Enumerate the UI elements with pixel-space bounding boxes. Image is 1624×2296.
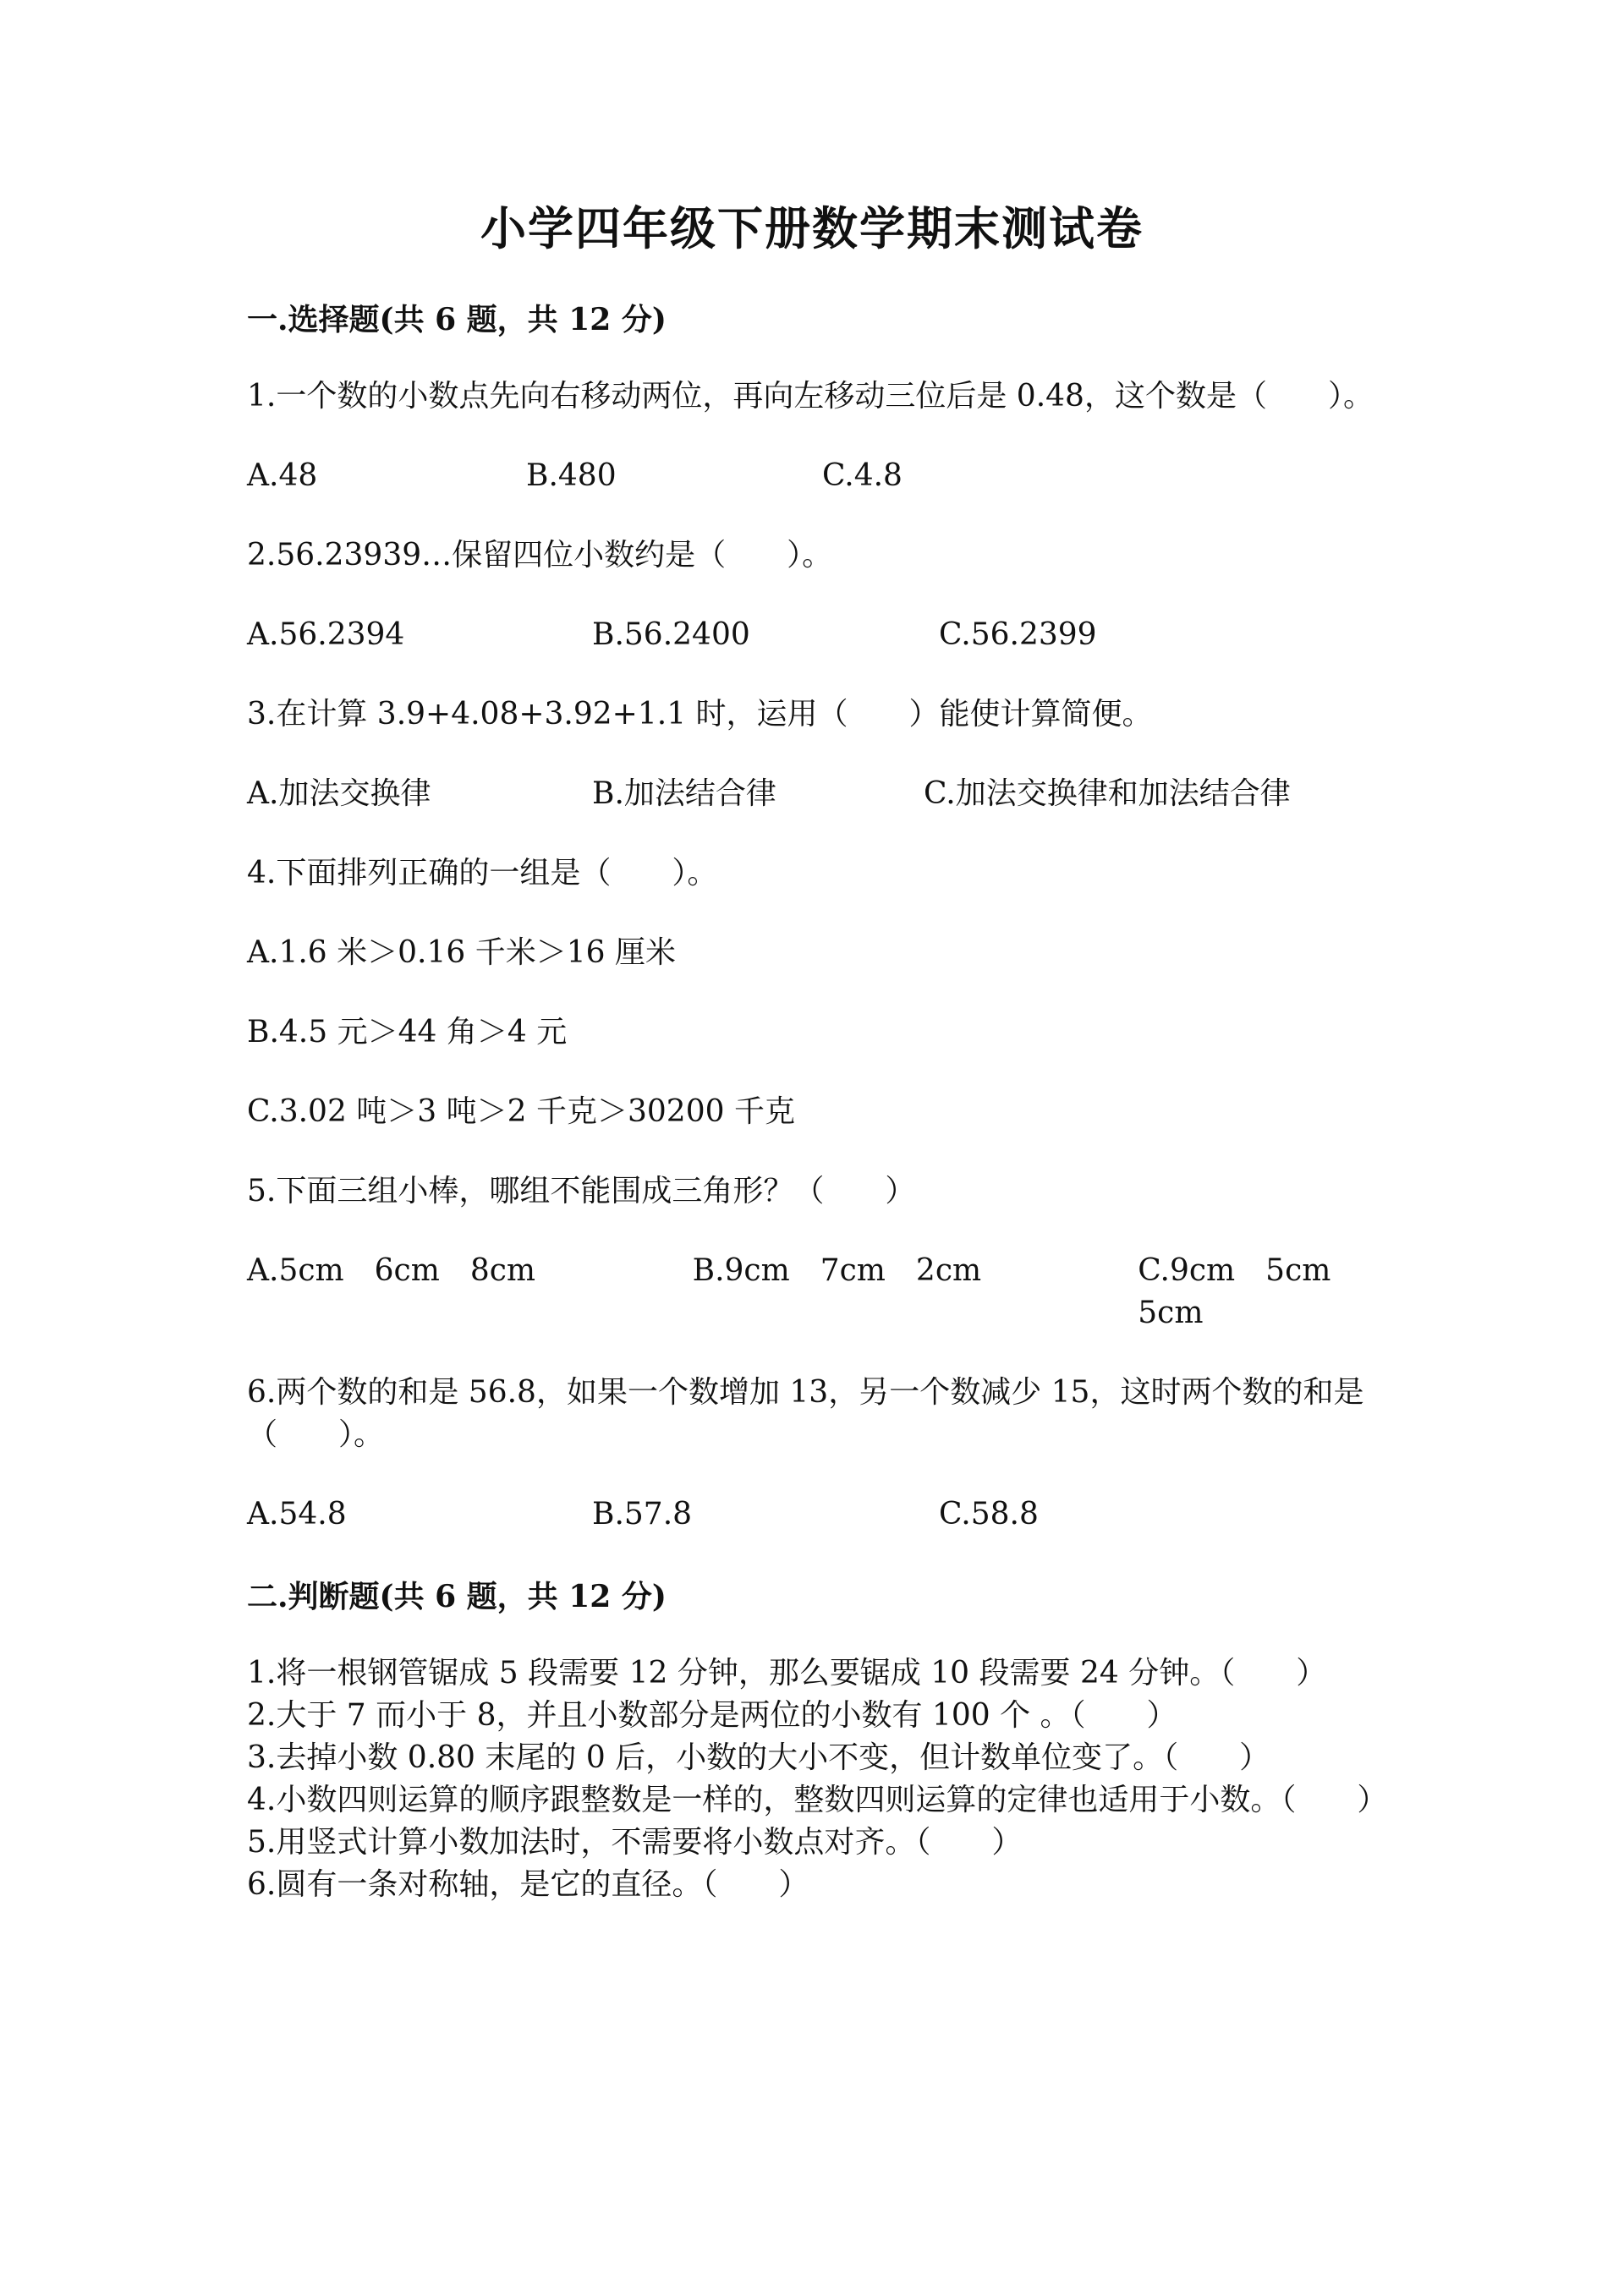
option-6a: A.54.8: [247, 1497, 347, 1532]
option-5b: B.9cm 7cm 2cm: [692, 1253, 982, 1288]
judge-item-3: 3.去掉小数 0.80 末尾的 0 后，小数的大小不变，但计数单位变了。（ ）: [247, 1740, 1270, 1775]
options-6: [247, 1493, 1397, 1536]
judge-item-6: 6.圆有一条对称轴，是它的直径。（ ）: [247, 1867, 809, 1902]
section-heading-choice: 一.选择题(共 6 题，共 12 分): [247, 302, 667, 337]
option-2a: A.56.2394: [247, 617, 405, 652]
judge-item-1: 1.将一根钢管锯成 5 段需要 12 分钟，那么要锯成 10 段需要 24 分钟。（ ）: [247, 1656, 1327, 1690]
judge-item-5: 5.用竖式计算小数加法时，不需要将小数点对齐。（ ）: [247, 1825, 1023, 1860]
question-6: 6.两个数的和是 56.8，如果一个数增加 13，另一个数减少 15，这时两个数的和是（ ）。: [247, 1375, 1364, 1452]
option-3c: C.加法交换律和加法结合律: [924, 776, 1291, 811]
question-1: 1.一个数的小数点先向右移动两位，再向左移动三位后是 0.48，这个数是（ ）。: [247, 379, 1374, 414]
question-4: 4.下面排列正确的一组是（ ）。: [247, 856, 718, 890]
option-1b: B.480: [526, 458, 617, 493]
option-4a: A.1.6 米＞0.16 千米＞16 厘米: [247, 935, 676, 970]
exam-content: [247, 296, 1397, 1906]
option-5a: A.5cm 6cm 8cm: [247, 1253, 536, 1288]
option-5c: C.9cm 5cm 5cm: [1138, 1253, 1362, 1330]
option-6c: C.58.8: [939, 1497, 1039, 1532]
option-3a: A.加法交换律: [247, 776, 431, 811]
judge-item-2: 2.大于 7 而小于 8，并且小数部分是两位的小数有 100 个 。（ ）: [247, 1698, 1177, 1733]
options-1: [247, 455, 1397, 497]
options-2: [247, 614, 1397, 656]
section-heading-judge: 二.判断题(共 6 题，共 12 分): [247, 1579, 667, 1614]
question-5: 5.下面三组小棒，哪组不能围成三角形？（ ）: [247, 1174, 916, 1208]
option-1a: A.48: [247, 458, 318, 493]
options-5: [247, 1250, 1397, 1334]
option-2c: C.56.2399: [939, 617, 1097, 652]
question-3: 3.在计算 3.9+4.08+3.92+1.1 时，运用（ ）能使计算简便。: [247, 697, 1153, 732]
page-title: 小学四年级下册数学期末测试卷: [480, 201, 1144, 255]
option-4c: C.3.02 吨＞3 吨＞2 千克＞30200 千克: [247, 1094, 795, 1129]
question-2: 2.56.23939…保留四位小数约是（ ）。: [247, 538, 833, 573]
option-4b: B.4.5 元＞44 角＞4 元: [247, 1015, 568, 1049]
judge-item-4: 4.小数四则运算的顺序跟整数是一样的，整数四则运算的定律也适用于小数。（ ）: [247, 1783, 1388, 1817]
option-2b: B.56.2400: [592, 617, 750, 652]
options-3: [247, 773, 1397, 815]
option-3b: B.加法结合律: [592, 776, 776, 811]
option-6b: B.57.8: [592, 1497, 693, 1532]
option-1c: C.4.8: [822, 458, 903, 493]
